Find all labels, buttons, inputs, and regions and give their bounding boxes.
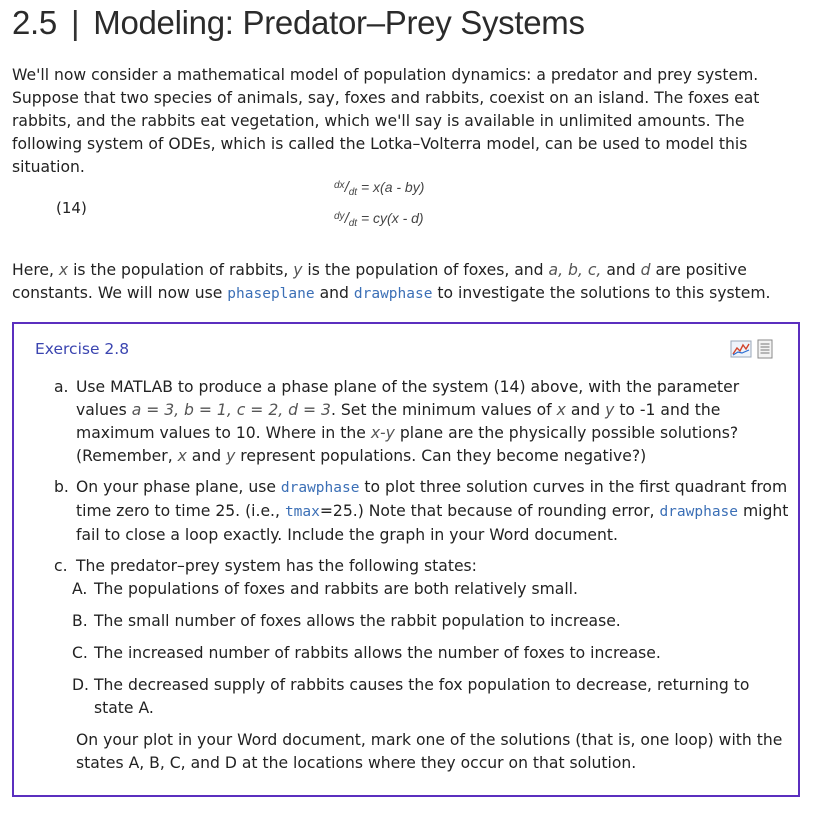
intro-paragraph: We'll now consider a mathematical model of population dynamics: a predator and prey system. Suppose that two species of animals, say, foxes and rabbits, coexist on an island. The foxes eat rabbits, and the rabbits eat vegetation, which we'll say is available in unlimited amounts. The following system of ODEs, which is called the Lotka–Volterra model, can be used to model this situation.	[12, 66, 760, 176]
matlab-plot-icon[interactable]	[730, 339, 752, 363]
section-number: 2.5	[12, 4, 57, 41]
equation-number: (14)	[56, 199, 87, 217]
section-heading	[12, 4, 585, 42]
state-d: D. The decreased supply of rabbits causes the fox population to decrease, returning to state A.	[72, 676, 750, 717]
exercise-icons	[730, 339, 774, 363]
variables-paragraph: Here, x is the population of rabbits, y is the population of foxes, and a, b, c, and d are positive constants. We will now use phaseplane and drawphase to investigate the solutions to this system.	[12, 261, 771, 302]
exercise-title: Exercise 2.8	[35, 340, 130, 358]
state-a: A. The populations of foxes and rabbits are both relatively small.	[72, 580, 578, 598]
heading-separator: |	[70, 4, 80, 41]
exercise-closing: On your plot in your Word document, mark one of the solutions (that is, one loop) with the states A, B, C, and D at the locations where they occur on that solution.	[76, 731, 783, 772]
state-c: C. The increased number of rabbits allows the number of foxes to increase.	[72, 644, 661, 662]
state-b: B. The small number of foxes allows the rabbit population to increase.	[72, 612, 621, 630]
section-title: Modeling: Predator–Prey Systems	[93, 4, 585, 41]
equation-dy-dt: $^{dy}/_{dt} = cy(x - d)$	[334, 210, 424, 229]
phaseplane-code: phaseplane	[227, 286, 315, 302]
drawphase-code: drawphase	[659, 504, 739, 520]
drawphase-code: drawphase	[280, 480, 360, 496]
tmax-code: tmax	[284, 504, 320, 520]
exercise-list	[54, 376, 789, 775]
exercise-item-c: c. The predator–prey system has the following states:	[54, 557, 477, 575]
exercise-item-b: b. On your phase plane, use drawphase to plot three solution curves in the first quadrant from time zero to time 25. (i.e., tmax=25.) Note that because of rounding error, drawphase might fail to close a loop exactly. Include the graph in your Word document.	[54, 478, 789, 544]
exercise-item-a: a. Use MATLAB to produce a phase plane of the system (14) above, with the parameter values a = 3, b = 1, c = 2, d = 3. Set the minimum values of x and y to -1 and the maximum values to 10. Where in the x-y plane are the physically possible solutions? (Remember, x and y represent populations. Can they become negative?)	[54, 378, 740, 465]
exercise-box	[12, 322, 800, 797]
equation-dx-dt: $^{dx}/_{dt} = x(a - by)$	[334, 179, 425, 198]
drawphase-code: drawphase	[353, 286, 433, 302]
document-icon[interactable]	[756, 339, 774, 363]
